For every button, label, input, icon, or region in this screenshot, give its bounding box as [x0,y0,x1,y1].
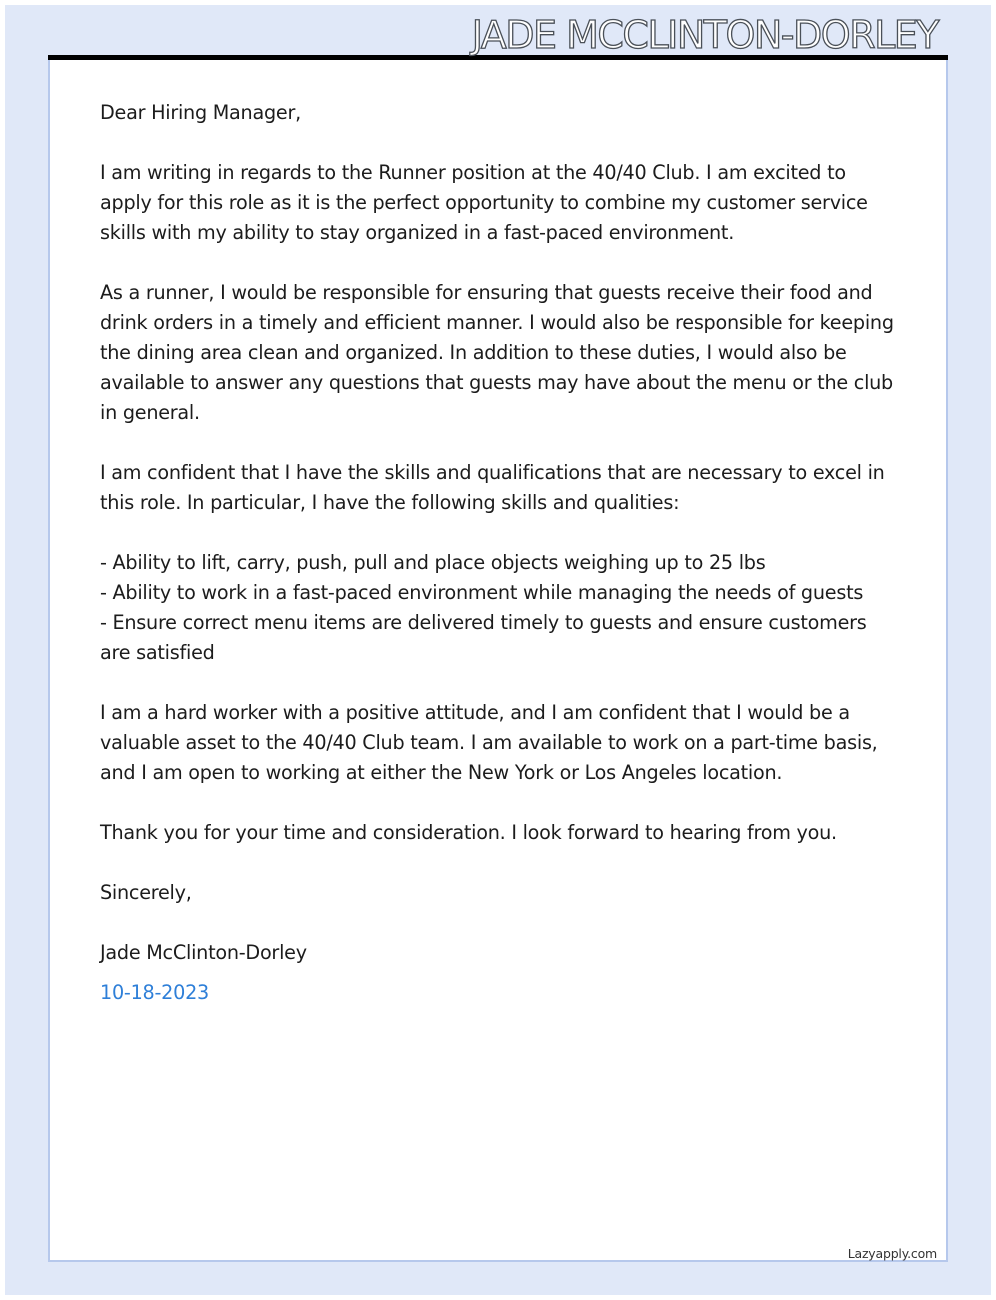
skills-list [100,548,900,668]
signature-name: Jade McClinton-Dorley [100,941,307,964]
closing: Sincerely, [100,881,192,904]
paragraph-intro: I am writing in regards to the Runner position at the 40/40 Club. I am excited to apply for this role as it is the perfect opportunity to combine my customer service skills with my ability to stay organized in a fast-paced environment. [100,161,868,244]
paragraph-availability: I am a hard worker with a positive attitude, and I am confident that I would be a valuable asset to the 40/40 Club team. I am available to work on a part-time basis, and I am open to working at either the New York or Los Angeles location. [100,701,878,784]
watermark-text: Lazyapply.com [847,1246,937,1261]
paragraph-thanks: Thank you for your time and consideration. I look forward to hearing from you. [100,821,837,844]
paragraph-qualifications: I am confident that I have the skills and qualifications that are necessary to excel in this role. In particular, I have the following skills and qualities: [100,461,885,514]
letter-date: 10-18-2023 [100,981,210,1004]
skills-list-item: - Ability to work in a fast-paced environment while managing the needs of guests [100,581,864,604]
salutation: Dear Hiring Manager, [100,101,301,124]
skills-list-item: - Ability to lift, carry, push, pull and place objects weighing up to 25 lbs [100,551,766,574]
applicant-name-heading: JADE MCCLINTON-DORLEY [471,13,938,57]
skills-list-item: - Ensure correct menu items are delivered timely to guests and ensure customers are satisfied [100,611,867,664]
cover-letter-body [100,98,900,1008]
paragraph-responsibilities: As a runner, I would be responsible for ensuring that guests receive their food and drink orders in a timely and efficient manner. I would also be responsible for keeping the dining area clean and organized. In addition to these duties, I would also be available to answer any questions that guests may have about the menu or the club in general. [100,281,894,424]
